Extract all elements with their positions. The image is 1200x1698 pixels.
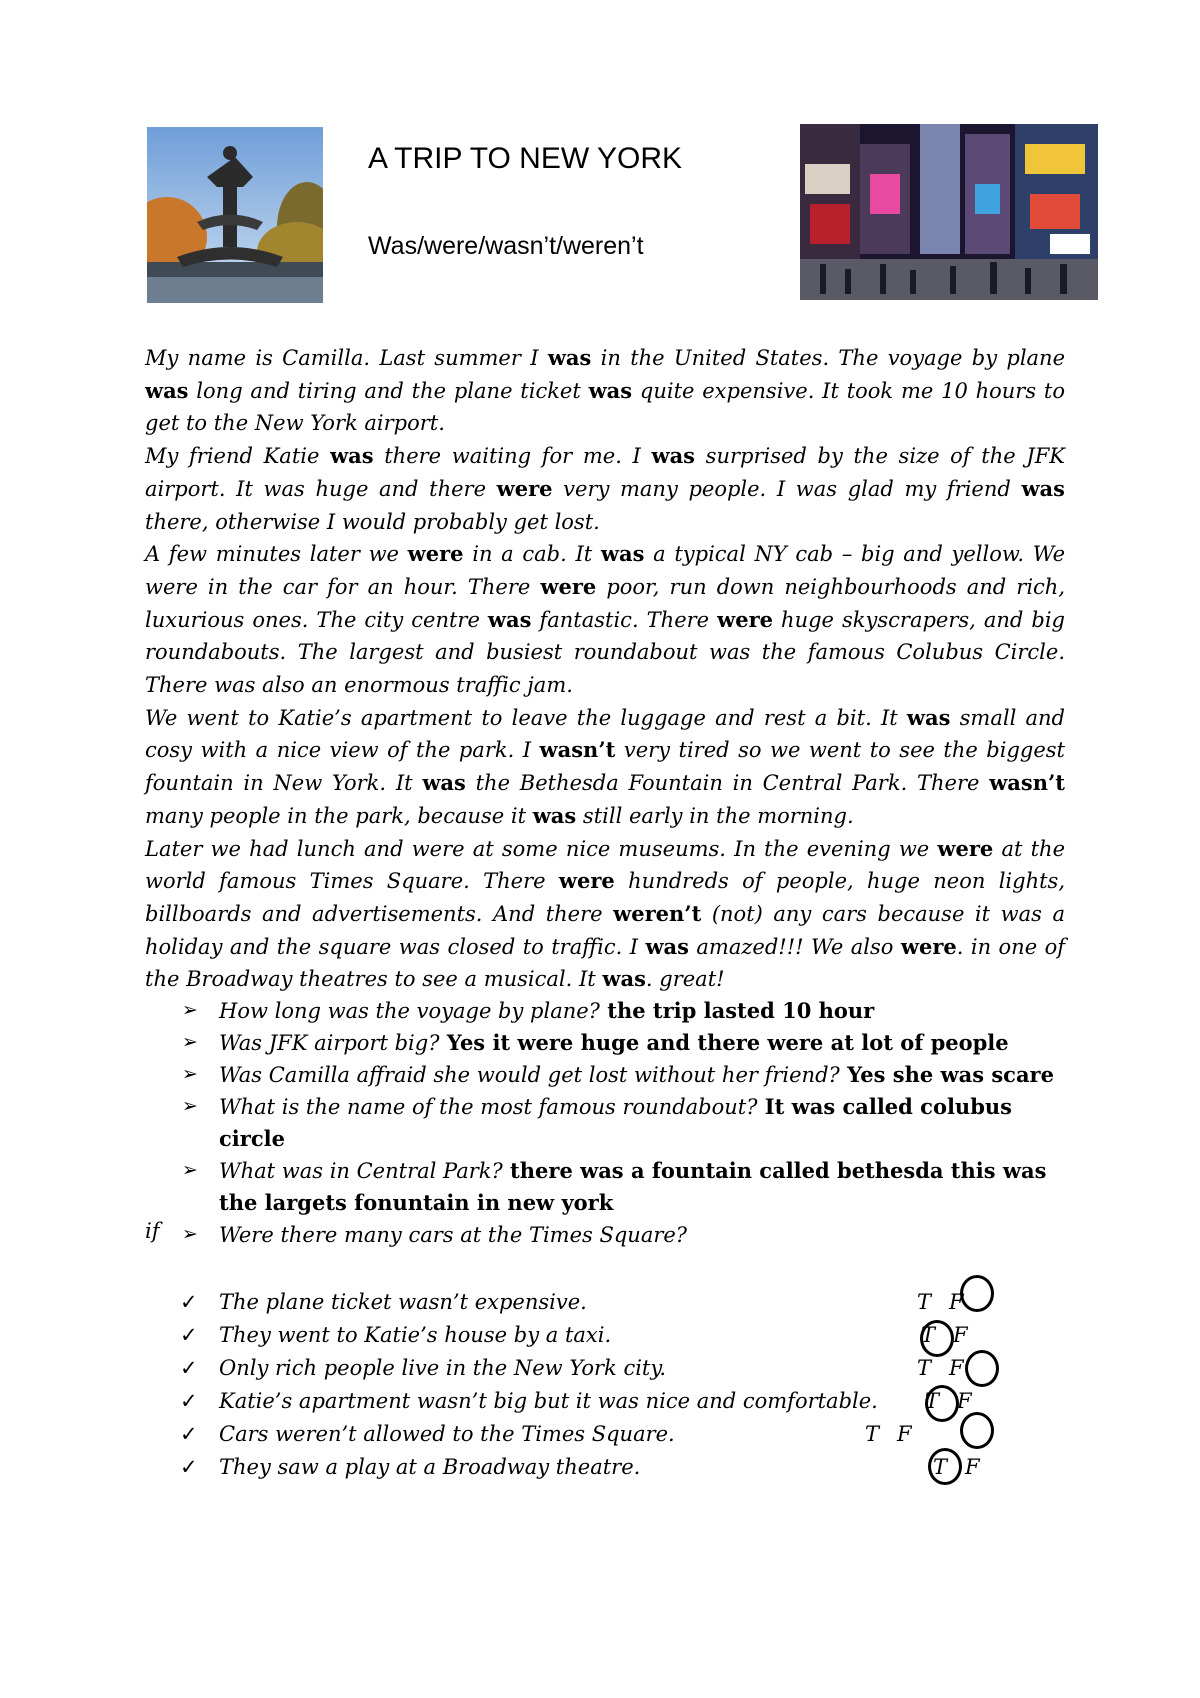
story-text-run: My name is Camilla. Last summer I xyxy=(145,346,548,370)
story-bold-verb: was xyxy=(600,541,645,567)
story-text-run: quite expensive. It took me 10 hours to get to the New York airport. xyxy=(145,378,1065,436)
story-bold-verb: wasn’t xyxy=(539,737,616,763)
question-text: Was Camilla affraid she would get lost without her friend? xyxy=(219,1063,840,1087)
true-false-choice[interactable] xyxy=(917,1290,964,1314)
story-bold-verb: were xyxy=(558,868,615,894)
false-label: F xyxy=(953,1323,968,1347)
story-text-run: small and cosy with a nice view of the park. I xyxy=(145,705,1065,763)
story-bold-verb: was xyxy=(602,966,646,992)
statement-text: Katie’s apartment wasn’t big but it was nice and comfortable. xyxy=(219,1389,878,1413)
story-paragraph xyxy=(145,833,1065,997)
check-mark-icon: ✓ xyxy=(180,1323,198,1347)
story-bold-verb: were xyxy=(496,475,553,501)
arrowhead-bullet-icon: ➢ xyxy=(182,1031,198,1053)
story-text-run: a typical NY cab – big and yellow. We were in the car for an hour. There xyxy=(145,542,1065,599)
true-false-statement xyxy=(180,1455,640,1479)
story-text-run: in a cab. It xyxy=(463,542,601,567)
answer-circle xyxy=(960,1412,994,1449)
check-mark-icon: ✓ xyxy=(180,1389,198,1413)
story-text-run: Later we had lunch and were at some nice museums. In the evening we xyxy=(145,836,938,861)
question-text: Was JFK airport big? xyxy=(219,1031,440,1055)
answer-circle xyxy=(965,1350,999,1387)
story-bold-verb: were xyxy=(900,933,957,959)
statement-text: They saw a play at a Broadway theatre. xyxy=(219,1455,641,1479)
true-label: T xyxy=(933,1455,948,1479)
true-label: T xyxy=(917,1290,932,1314)
story-bold-verb: was xyxy=(330,443,374,469)
true-false-choice[interactable] xyxy=(917,1356,964,1380)
check-mark-icon: ✓ xyxy=(180,1455,198,1479)
story-text-run: . great! xyxy=(645,967,725,992)
story-text-run: . in one of the Broadway theatres to see a musical. It xyxy=(145,934,1065,992)
story-text-run: still early in the morning. xyxy=(576,803,854,828)
true-label: T xyxy=(925,1389,940,1413)
story-bold-verb: were xyxy=(407,541,464,567)
story-text-run: My friend Katie xyxy=(145,444,331,469)
story-paragraph xyxy=(145,702,1065,833)
story-bold-verb: was xyxy=(651,443,696,469)
story-text xyxy=(145,342,1065,996)
story-text-run: (not) any cars because it was a holiday and the square was closed to traffic. I xyxy=(145,901,1065,959)
story-bold-verb: was xyxy=(645,933,689,959)
question-text: Were there many cars at the Times Square? xyxy=(219,1223,688,1247)
story-text-run: amazed!!! We also xyxy=(688,934,901,959)
true-false-choice[interactable] xyxy=(865,1422,912,1446)
check-mark-icon: ✓ xyxy=(180,1422,198,1446)
story-bold-verb: was xyxy=(1021,475,1065,501)
question-text: What was in Central Park? xyxy=(219,1159,503,1183)
false-label: F xyxy=(965,1455,980,1479)
check-mark-icon: ✓ xyxy=(180,1290,198,1314)
story-text-run: huge skyscrapers, and big roundabouts. The largest and busiest roundabout was the famous Colubus Circle. There was also an enormous traffic jam. xyxy=(145,607,1065,698)
story-paragraph xyxy=(145,440,1065,538)
answer-circle xyxy=(925,1385,959,1422)
true-false-statement xyxy=(180,1290,587,1314)
statement-text: They went to Katie’s house by a taxi. xyxy=(219,1323,612,1347)
story-bold-verb: was xyxy=(588,377,633,403)
question-item xyxy=(180,995,1080,1027)
bethesda-fountain-photo xyxy=(147,127,323,303)
story-text-run: surprised by the size of the JFK airport. It was huge and there xyxy=(145,444,1065,501)
story-bold-verb: was xyxy=(532,802,577,828)
story-text-run: there waiting for me. I xyxy=(373,444,652,469)
story-bold-verb: was xyxy=(422,770,466,796)
story-bold-verb: weren’t xyxy=(613,900,702,926)
question-item xyxy=(180,1219,1080,1251)
question-text: How long was the voyage by plane? xyxy=(219,999,600,1023)
statement-text: Only rich people live in the New York city. xyxy=(219,1356,667,1380)
question-text: What is the name of the most famous roundabout? xyxy=(219,1095,758,1119)
worksheet-subtitle: Was/were/wasn’t/weren’t xyxy=(368,232,644,260)
times-square-photo xyxy=(800,124,1098,300)
answer-text: It was called colubus circle xyxy=(219,1094,1012,1151)
story-paragraph xyxy=(145,538,1065,702)
arrowhead-bullet-icon: ➢ xyxy=(182,999,198,1021)
true-label: T xyxy=(917,1356,932,1380)
answer-circle xyxy=(928,1448,962,1485)
arrowhead-bullet-icon: ➢ xyxy=(182,1095,198,1117)
story-text-run: there, otherwise I would probably get lost. xyxy=(145,509,600,534)
answer-text: there was a fountain called bethesda this was the largets fonuntain in new york xyxy=(219,1158,1047,1215)
story-bold-verb: was xyxy=(487,606,532,632)
answer-circle xyxy=(920,1320,954,1357)
story-text-run: fantastic. There xyxy=(531,607,718,632)
answer-text: the trip lasted 10 hour xyxy=(599,998,875,1023)
false-label: F xyxy=(897,1422,912,1446)
check-mark-icon: ✓ xyxy=(180,1356,198,1380)
story-bold-verb: were xyxy=(540,573,597,599)
story-paragraph xyxy=(145,342,1065,440)
true-false-statement xyxy=(180,1356,666,1380)
false-label: F xyxy=(949,1290,964,1314)
false-label: F xyxy=(949,1356,964,1380)
worksheet-title: A TRIP TO NEW YORK xyxy=(368,142,682,175)
story-text-run: hundreds of people, huge neon lights, billboards and advertisements. And there xyxy=(145,869,1065,926)
false-label: F xyxy=(957,1389,972,1413)
story-bold-verb: was xyxy=(906,704,951,730)
answer-text: Yes it were huge and there were at lot of people xyxy=(439,1030,1009,1055)
story-text-run: the Bethesda Fountain in Central Park. There xyxy=(465,771,990,796)
story-bold-verb: was xyxy=(145,377,189,403)
question-item xyxy=(180,1155,1080,1219)
story-text-run: A few minutes later we xyxy=(145,542,408,567)
true-false-statement xyxy=(180,1389,878,1413)
true-false-statement xyxy=(180,1422,675,1446)
true-label: T xyxy=(865,1422,880,1446)
statement-text: The plane ticket wasn’t expensive. xyxy=(219,1290,587,1314)
story-text-run: very tired so we went to see the biggest fountain in New York. It xyxy=(145,738,1065,796)
true-label: T xyxy=(921,1323,936,1347)
answer-circle xyxy=(960,1275,994,1312)
story-text-run: poor, run down neighbourhoods and rich, luxurious ones. The city centre xyxy=(145,574,1065,632)
story-text-run: very many people. I was glad my friend xyxy=(552,476,1022,501)
story-bold-verb: were xyxy=(717,606,773,632)
arrowhead-bullet-icon: ➢ xyxy=(182,1223,198,1245)
story-text-run: We went to Katie’s apartment to leave the luggage and rest a bit. It xyxy=(145,705,907,730)
question-item xyxy=(180,1091,1080,1155)
statement-text: Cars weren’t allowed to the Times Square. xyxy=(219,1422,675,1446)
story-bold-verb: was xyxy=(547,345,592,370)
story-text-run: long and tiring and the plane ticket xyxy=(188,378,589,403)
question-list xyxy=(180,995,1080,1251)
stray-text: if xyxy=(145,1219,160,1243)
story-bold-verb: were xyxy=(937,835,994,861)
story-text-run: many people in the park, because it xyxy=(145,803,533,828)
story-bold-verb: wasn’t xyxy=(989,770,1065,796)
true-false-statement xyxy=(180,1323,611,1347)
question-item xyxy=(180,1027,1080,1059)
arrowhead-bullet-icon: ➢ xyxy=(182,1159,198,1181)
story-text-run: at the world famous Times Square. There xyxy=(145,836,1065,894)
arrowhead-bullet-icon: ➢ xyxy=(182,1063,198,1085)
question-item xyxy=(180,1059,1080,1091)
answer-text: Yes she was scare xyxy=(839,1062,1054,1087)
story-text-run: in the United States. The voyage by plane xyxy=(591,346,1066,370)
